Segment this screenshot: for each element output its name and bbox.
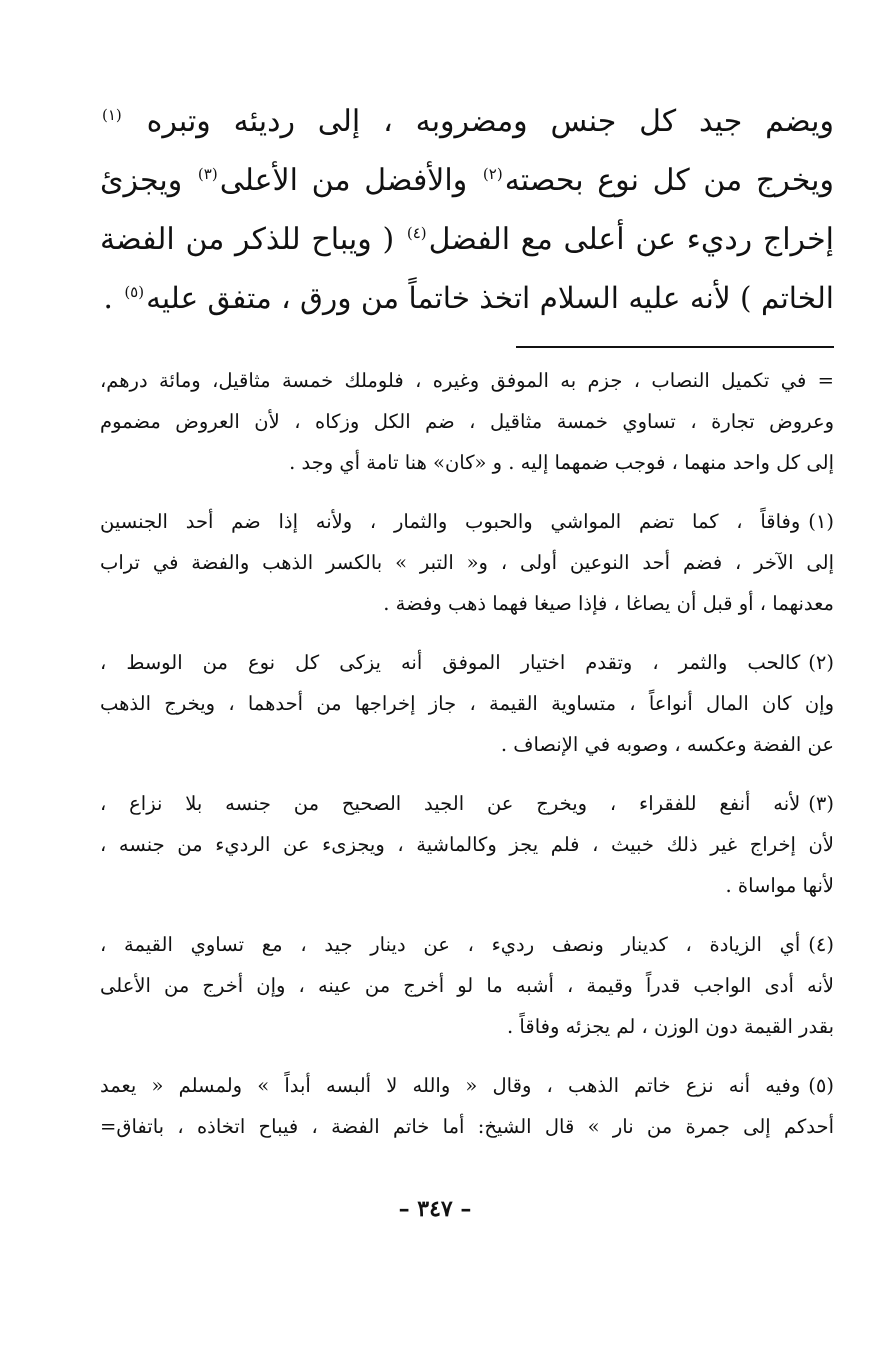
footnote-ref-1: (١) [102,106,122,124]
footnote-line [100,642,834,683]
footnote-4 [100,924,834,1047]
footnote-ref-2: (٢) [482,165,503,183]
footnote-ref-5: (٥) [124,283,145,302]
footnote-number: (٥) [808,1074,834,1097]
main-line-2-text-c: ويجزئ [100,163,183,198]
footnote-line: لأنها مواساة . [725,874,834,897]
footnote-line [100,783,834,824]
footnote-line: أحدكم إلى جمرة من نار » قال الشيخ: أما خاتم الفضة ، فيباح اتخاذه ، باتفاق= [100,1115,834,1138]
footnote-line: إلى الآخر ، فضم أحد النوعين أولى ، و« التبر » بالكسر الذهب والفضة في تراب [100,551,834,574]
footnote-line-text: وفيه أنه نزع خاتم الذهب ، وقال « والله لا ألبسه أبداً » ولمسلم « يعمد [100,1074,801,1097]
footnote-line-text: لأنه أنفع للفقراء ، ويخرج عن الجيد الصحيح من جنسه بلا نزاع ، [100,792,801,815]
main-line-2-text-a: ويخرج من كل نوع بحصته [504,163,834,198]
main-line-2 [100,151,834,210]
footnote-separator [516,346,834,348]
footnote-line [100,501,834,542]
footnote-line: لأن إخراج غير ذلك خبيث ، فلم يجز وكالماشية ، ويجزىء عن الرديء من جنسه ، [100,833,834,856]
footnote-line-text: وفاقاً ، كما تضم المواشي والحبوب والثمار ، ولأنه إذا ضم أحد الجنسين [100,510,801,533]
footnote-line: وإن كان المال أنواعاً ، متساوية القيمة ، جاز إخراجها من أحدهما ، ويخرج الذهب [100,692,834,715]
footnote-continuation [100,360,834,483]
main-line-4-text: الخاتم ) لأنه عليه السلام اتخذ خاتماً من ورق ، متفق عليه [146,281,834,315]
main-line-1 [100,92,834,151]
footnote-line-text: كالحب والثمر ، وتقدم اختيار الموفق أنه يزكى كل نوع من الوسط ، [100,651,801,674]
main-line-4-end: . [103,281,113,315]
main-line-3 [100,210,834,269]
main-line-2-text-b: والأفضل من الأعلى [219,163,468,198]
main-line-3-text-a: إخراج رديء عن أعلى مع الفضل [428,222,834,257]
footnote-line: = في تكميل النصاب ، جزم به الموفق وغيره ، فلوملك خمسة مثاقيل، ومائة درهم، [100,369,834,392]
footnote-line-text: أي الزيادة ، كدينار ونصف رديء ، عن دينار جيد ، مع تساوي القيمة ، [100,933,801,956]
footnote-ref-4: (٤) [406,224,427,242]
footnote-line: عن الفضة وعكسه ، وصوبه في الإنصاف . [500,733,834,756]
footnote-ref-3: (٣) [197,165,218,183]
footnote-5 [100,1065,834,1147]
footnote-line: معدنهما ، أو قبل أن يصاغا ، فإذا صيغا فهما ذهب وفضة . [383,592,834,615]
main-line-1-text: ويضم جيد كل جنس ومضروبه ، إلى رديئه وتبره [146,104,834,139]
footnote-1 [100,501,834,624]
main-text [100,92,834,328]
footnote-number: (٣) [808,792,834,815]
main-line-4 [100,269,834,328]
footnote-3 [100,783,834,906]
footnote-number: (٤) [808,933,834,956]
main-line-3-text-b: ( ويباح للذكر من الفضة [100,222,395,257]
footnotes [100,360,834,1147]
footnote-line [100,924,834,965]
footnote-number: (١) [808,510,834,533]
footnote-line: لأنه أدى الواجب قدراً وقيمة ، أشبه ما لو أخرج من عينه ، وإن أخرج من الأعلى [100,974,834,997]
footnote-2 [100,642,834,765]
footnote-line: وعروض تجارة ، تساوي خمسة مثاقيل ، ضم الكل وزكاه ، لأن العروض مضموم [100,410,834,433]
page-body [100,92,834,1165]
footnote-line [100,1065,834,1106]
page-number: – ٣٤٧ – [398,1196,472,1222]
footnote-line: إلى كل واحد منهما ، فوجب ضمهما إليه . و «كان» هنا تامة أي وجد . [289,451,834,474]
footnote-number: (٢) [808,651,834,674]
footnote-line: بقدر القيمة دون الوزن ، لم يجزئه وفاقاً . [507,1015,834,1038]
